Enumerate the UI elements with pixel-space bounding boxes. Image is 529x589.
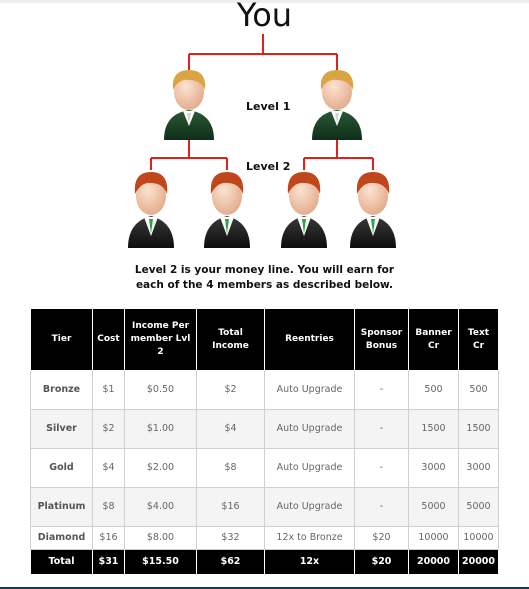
table-cell: - xyxy=(355,488,409,527)
total-cell: 20000 xyxy=(459,550,499,575)
table-cell: Auto Upgrade xyxy=(265,371,355,410)
table-cell: $0.50 xyxy=(125,371,197,410)
total-cell: Total xyxy=(31,550,93,575)
table-cell: $8 xyxy=(197,449,265,488)
table-cell: 3000 xyxy=(409,449,459,488)
table-cell: 10000 xyxy=(459,527,499,550)
level2-member-4 xyxy=(350,172,396,248)
caption-line-2: each of the 4 members as described below. xyxy=(135,279,394,291)
table-cell: 5000 xyxy=(459,488,499,527)
total-cell: $62 xyxy=(197,550,265,575)
total-cell: $15.50 xyxy=(125,550,197,575)
table-cell: Silver xyxy=(31,410,93,449)
org-tree xyxy=(0,0,529,270)
table-cell: $4 xyxy=(197,410,265,449)
table-row xyxy=(31,527,499,550)
table-cell: $20 xyxy=(355,527,409,550)
level2-member-1 xyxy=(128,172,174,248)
level1-member-left xyxy=(164,70,214,140)
level1-label: Level 1 xyxy=(246,100,291,113)
level1-member-right xyxy=(312,70,362,140)
header-cost: Cost xyxy=(93,309,125,371)
table-cell: $2 xyxy=(197,371,265,410)
table-cell: - xyxy=(355,410,409,449)
caption-line-1: Level 2 is your money line. You will earn for xyxy=(134,264,395,276)
connector-left-to-level2 xyxy=(151,140,227,170)
table-cell: 500 xyxy=(409,371,459,410)
table-cell: $2 xyxy=(93,410,125,449)
table-cell: Auto Upgrade xyxy=(265,410,355,449)
table-cell: 12x to Bronze xyxy=(265,527,355,550)
level2-member-2 xyxy=(204,172,250,248)
table-cell: $32 xyxy=(197,527,265,550)
header-text-cr: Text Cr xyxy=(459,309,499,371)
header-reentries: Reentries xyxy=(265,309,355,371)
header-sponsor-bonus: Sponsor Bonus xyxy=(355,309,409,371)
table-row xyxy=(31,488,499,527)
table-cell: 10000 xyxy=(409,527,459,550)
table-cell: Bronze xyxy=(31,371,93,410)
tier-table xyxy=(30,308,499,575)
table-cell: $1.00 xyxy=(125,410,197,449)
table-cell: Auto Upgrade xyxy=(265,488,355,527)
table-cell: Auto Upgrade xyxy=(265,449,355,488)
connector-right-to-level2 xyxy=(304,140,373,170)
table-cell: 1500 xyxy=(459,410,499,449)
table-cell: $8.00 xyxy=(125,527,197,550)
table-cell: 500 xyxy=(459,371,499,410)
table-header-row xyxy=(31,309,499,371)
total-cell: 12x xyxy=(265,550,355,575)
table-row xyxy=(31,410,499,449)
table-cell: 5000 xyxy=(409,488,459,527)
table-cell: Gold xyxy=(31,449,93,488)
total-cell: $31 xyxy=(93,550,125,575)
total-cell: 20000 xyxy=(409,550,459,575)
level2-member-3 xyxy=(281,172,327,248)
table-cell: $4 xyxy=(93,449,125,488)
table-cell: 1500 xyxy=(409,410,459,449)
table-cell: Diamond xyxy=(31,527,93,550)
table-row xyxy=(31,371,499,410)
diagram-title: You xyxy=(236,0,293,34)
total-cell: $20 xyxy=(355,550,409,575)
header-total-income: Total Income xyxy=(197,309,265,371)
table-cell: $16 xyxy=(93,527,125,550)
table-cell: 3000 xyxy=(459,449,499,488)
table-cell: - xyxy=(355,449,409,488)
table-cell: $2.00 xyxy=(125,449,197,488)
table-cell: $4.00 xyxy=(125,488,197,527)
table-row xyxy=(31,449,499,488)
connector-you-to-level1 xyxy=(189,34,337,70)
table-total-row xyxy=(31,550,499,575)
table-cell: - xyxy=(355,371,409,410)
table-cell: $1 xyxy=(93,371,125,410)
header-income-per-member: Income Per member Lvl 2 xyxy=(125,309,197,371)
header-banner-cr: Banner Cr xyxy=(409,309,459,371)
table-cell: $8 xyxy=(93,488,125,527)
table-cell: Platinum xyxy=(31,488,93,527)
caption xyxy=(100,263,429,293)
table-cell: $16 xyxy=(197,488,265,527)
level2-label: Level 2 xyxy=(246,160,291,173)
header-tier: Tier xyxy=(31,309,93,371)
